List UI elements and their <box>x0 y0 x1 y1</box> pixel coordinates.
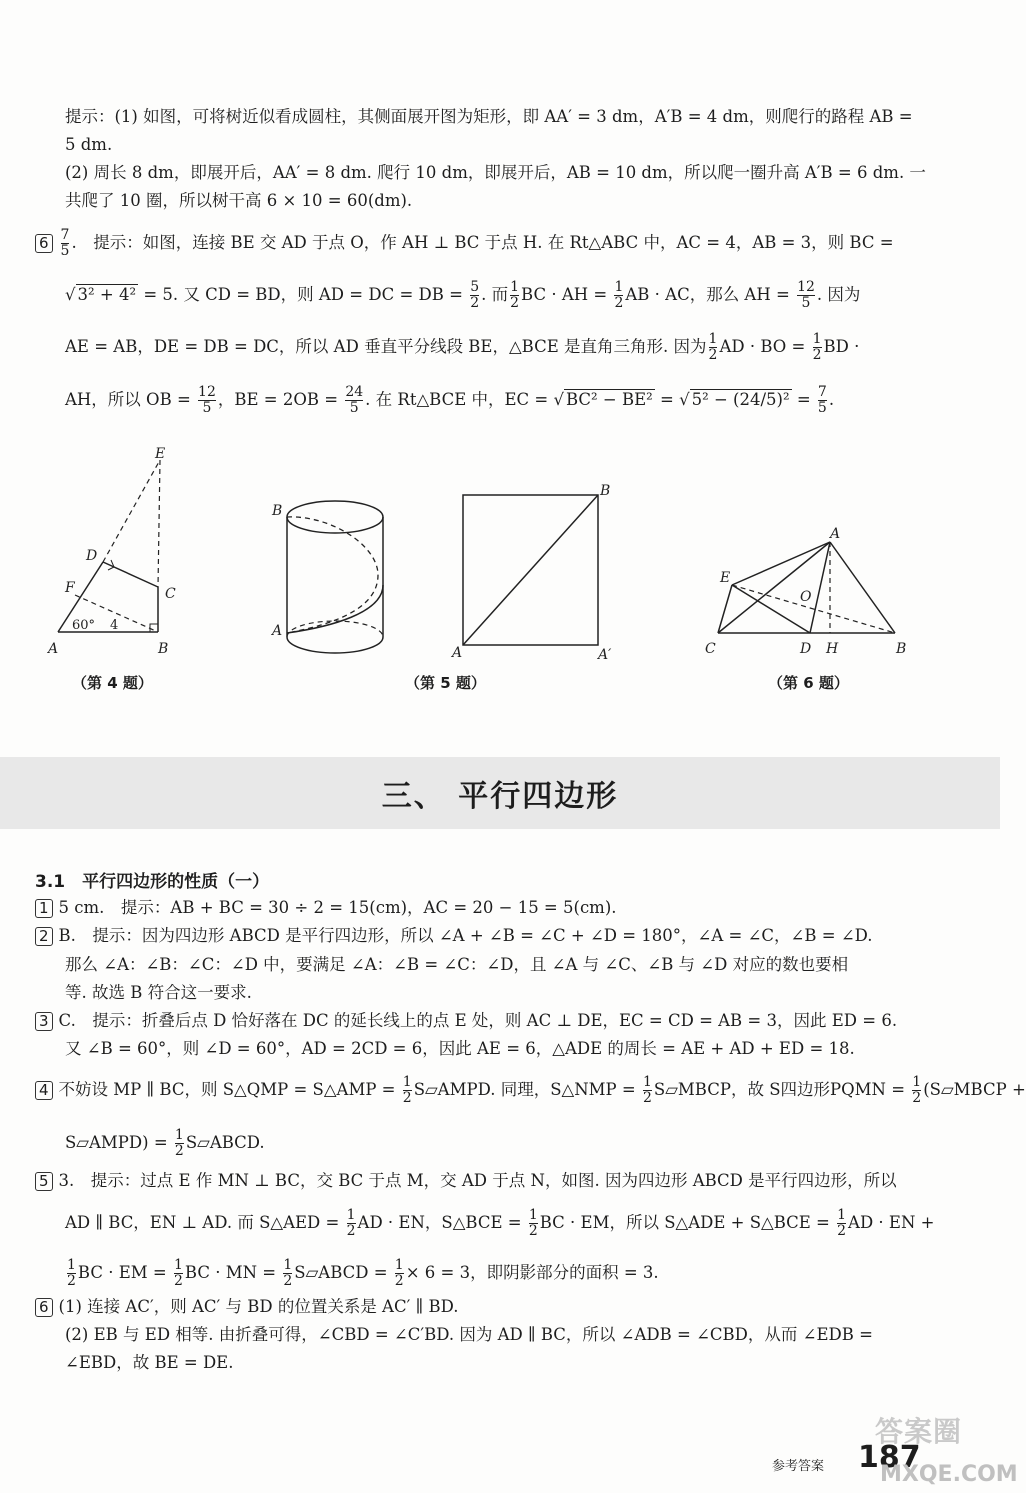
hint-line: 提示：(1) 如图，可将树近似看成圆柱，其侧面展开图为矩形，即 AA′ = 3 dm，A′B = 4 dm，则爬行的路程 AB = <box>65 107 913 126</box>
answer-6: 6 (1) 连接 AC′，则 AC′ 与 BD 的位置关系是 AC′ ∥ BD. <box>35 1296 458 1318</box>
svg-text:C: C <box>705 641 716 657</box>
question-number: 5 <box>35 1172 53 1191</box>
svg-text:60°: 60° <box>72 618 96 633</box>
question-number: 2 <box>35 927 53 946</box>
figure-5 <box>260 475 630 670</box>
svg-text:B: B <box>158 641 169 657</box>
question-number: 4 <box>35 1081 53 1100</box>
svg-text:E: E <box>720 570 731 586</box>
svg-text:B: B <box>896 641 907 657</box>
answer-4: 4 不妨设 MP ∥ BC，则 S△QMP = S△AMP = $\frac{1}{2}$ S▱AMPD. 同理，S△NMP = $\frac{1}{2}$ S▱MBCP，故 S四边形PQMN = $\frac{1}{2}$ (S▱MBCP + <box>35 1075 1026 1106</box>
q6-line1: 6 $\frac{7}{5}$ . 提示：如图，连接 BE 交 AD 于点 O，作 AH ⊥ BC 于点 H. 在 Rt△ABC 中，AC = 4，AB = 3，则 BC = <box>35 228 894 259</box>
svg-text:4: 4 <box>110 618 119 633</box>
q6-line2: √ 3² + 4² = 5. 又 CD = BD，则 AD = DC = DB = $\frac{5}{2}$ . 而 $\frac{1}{2}$ BC · AH = $\frac{1}{2}$ AB · AC，那么 AH = $\frac{12}{5}$ . 因为 <box>65 279 861 311</box>
answer-6-line: (2) EB 与 ED 相等. 由折叠可得，∠CBD = ∠C′BD. 因为 AD ∥ BC，所以 ∠ADB = ∠CBD，从而 ∠EDB = <box>65 1325 873 1344</box>
page-number: 187 <box>858 1440 921 1475</box>
svg-text:D: D <box>800 641 812 657</box>
svg-text:B: B <box>600 483 611 499</box>
watermark-url: MXQE.COM <box>880 1462 1018 1487</box>
hint-line: 5 dm. <box>65 135 113 154</box>
svg-text:B: B <box>272 503 283 519</box>
answer-3-line: 又 ∠B = 60°，则 ∠D = 60°，AD = 2CD = 6，因此 AE = 6，△ADE 的周长 = AE + AD + ED = 18. <box>65 1039 855 1058</box>
question-number: 6 <box>35 1298 53 1317</box>
chapter-title: 三、 平行四边形 <box>381 779 619 814</box>
figure-5-caption: （第 5 题） <box>405 674 486 692</box>
svg-text:A′: A′ <box>598 647 612 663</box>
answer-4-line: S▱AMPD) = $\frac{1}{2}$ S▱ABCD. <box>65 1127 265 1159</box>
answer-5-line: $\frac{1}{2}$ BC · EM = $\frac{1}{2}$ BC · MN = $\frac{1}{2}$ S▱ABCD = $\frac{1}{2}$ × 6 = 3，即阴影部分的面积 = 3. <box>67 1257 659 1289</box>
hint-line: 共爬了 10 圈，所以树干高 6 × 10 = 60(dm). <box>65 191 413 210</box>
q6-line3: AE = AB，DE = DB = DC，所以 AD 垂直平分线段 BE，△BCE 是直角三角形. 因为 $\frac{1}{2}$ AD · BO = $\frac{1}{2}$ BD · <box>65 331 860 363</box>
answer-2-line: 那么 ∠A：∠B：∠C：∠D 中，要满足 ∠A：∠B = ∠C：∠D，且 ∠A 与 ∠C、∠B 与 ∠D 对应的数也要相 <box>65 955 849 974</box>
answer-2: 2 B. 提示：因为四边形 ABCD 是平行四边形，所以 ∠A + ∠B = ∠C + ∠D = 180°，∠A = ∠C，∠B = ∠D. <box>35 925 873 947</box>
answer-3: 3 C. 提示：折叠后点 D 恰好落在 DC 的延长线上的点 E 处，则 AC ⊥ DE，EC = CD = AB = 3，因此 ED = 6. <box>35 1010 897 1032</box>
watermark: 答案圈 <box>875 1415 963 1448</box>
footer-label: 参考答案 <box>772 1459 825 1474</box>
svg-text:F: F <box>65 580 75 596</box>
answer-5-line: AD ∥ BC，EN ⊥ AD. 而 S△AED = $\frac{1}{2}$ AD · EN，S△BCE = $\frac{1}{2}$ BC · EM，所以 S△ADE + S△BCE = $\frac{1}{2}$ AD · EN + <box>65 1207 935 1239</box>
svg-text:H: H <box>826 641 839 657</box>
svg-text:A: A <box>830 526 841 542</box>
question-number: 6 <box>35 234 53 253</box>
figure-4 <box>40 440 200 665</box>
section-title: 3.1 平行四边形的性质（一） <box>35 872 270 892</box>
svg-text:E: E <box>155 446 166 462</box>
svg-text:A: A <box>272 623 283 639</box>
answer-5: 5 3. 提示：过点 E 作 MN ⊥ BC，交 BC 于点 M，交 AD 于点 N，如图. 因为四边形 ABCD 是平行四边形，所以 <box>35 1170 897 1192</box>
figure-6 <box>700 520 920 660</box>
fraction: $\frac{7}{5}$ <box>60 227 70 259</box>
hint-line: (2) 周长 8 dm，即展开后，AA′ = 8 dm. 爬行 10 dm，即展开后，AB = 10 dm，所以爬一圈升高 A′B = 6 dm. 一 <box>65 163 926 182</box>
answer-1: 1 5 cm. 提示：AB + BC = 30 ÷ 2 = 15(cm)，AC = 20 − 15 = 5(cm). <box>35 897 617 919</box>
question-number: 3 <box>35 1012 53 1031</box>
svg-text:A: A <box>452 645 463 661</box>
svg-text:A: A <box>48 641 59 657</box>
svg-text:O: O <box>800 589 812 605</box>
answer-2-line: 等. 故选 B 符合这一要求. <box>65 983 252 1002</box>
svg-text:D: D <box>86 548 98 564</box>
svg-text:C: C <box>165 586 176 602</box>
q6-line4: AH，所以 OB = $\frac{12}{5}$ ，BE = 2OB = $\frac{24}{5}$ . 在 Rt△BCE 中，EC = √ BC² − BE² = √ 5² − (24/5)² = $\frac{7}{5}$ . <box>65 384 835 416</box>
question-number: 1 <box>35 899 53 918</box>
answer-6-line: ∠EBD，故 BE = DE. <box>65 1353 234 1372</box>
figure-4-caption: （第 4 题） <box>72 674 153 692</box>
figure-6-caption: （第 6 题） <box>768 674 849 692</box>
